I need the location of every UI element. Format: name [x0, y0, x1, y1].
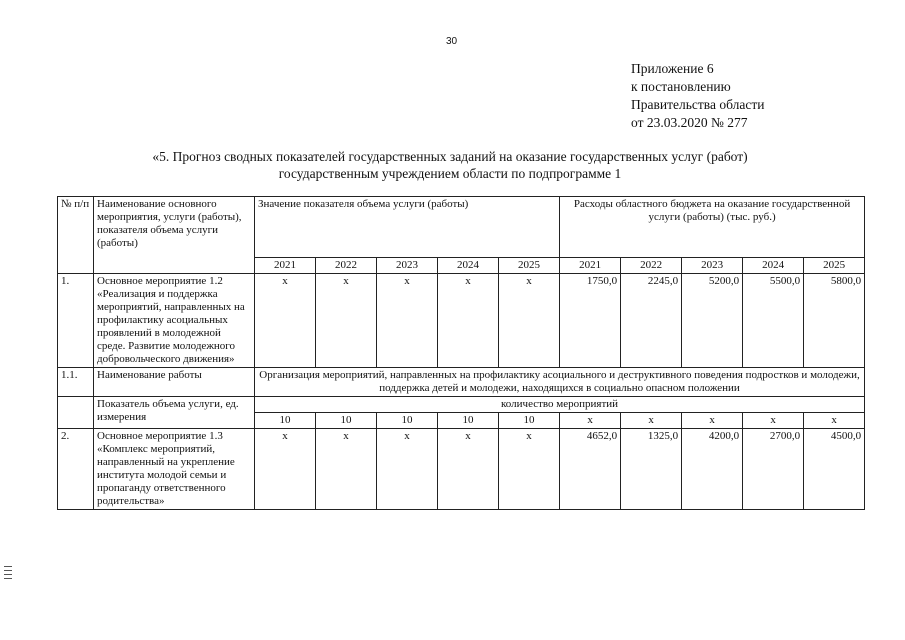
- row-value: х: [743, 413, 804, 429]
- appendix-line: от 23.03.2020 № 277: [631, 115, 748, 130]
- row-value: х: [377, 274, 438, 368]
- row-value: х: [621, 413, 682, 429]
- year-cell: 2022: [316, 258, 377, 274]
- appendix-line: Правительства области: [631, 97, 765, 112]
- appendix-line: Приложение 6: [631, 61, 714, 76]
- table-row: [58, 274, 865, 368]
- row-value: 4652,0: [560, 429, 621, 510]
- heading-line: государственным учреждением области по подпрограмме 1: [278, 166, 622, 181]
- row-value: 5800,0: [804, 274, 865, 368]
- row-value: 1750,0: [560, 274, 621, 368]
- appendix-line: к постановлению: [631, 79, 731, 94]
- row-name: Наименование работы: [94, 368, 255, 397]
- appendix-block: [631, 60, 764, 132]
- header-num: № п/п: [58, 197, 94, 274]
- row-num: [58, 397, 94, 429]
- row-value: х: [499, 274, 560, 368]
- row-value: х: [438, 429, 499, 510]
- header-row: [58, 197, 865, 258]
- row-name: Показатель объема услуги, ед. измерения: [94, 397, 255, 429]
- row-value: х: [560, 413, 621, 429]
- page-number: 30: [446, 36, 458, 47]
- row-value: х: [255, 429, 316, 510]
- row-value: 1325,0: [621, 429, 682, 510]
- document-heading: [60, 148, 840, 182]
- year-cell: 2021: [255, 258, 316, 274]
- row-value: 10: [255, 413, 316, 429]
- row-unit: количество мероприятий: [255, 397, 865, 413]
- table-row: [58, 397, 865, 413]
- scan-margin-mark: [4, 566, 12, 567]
- row-value: х: [316, 429, 377, 510]
- year-cell: 2023: [682, 258, 743, 274]
- heading-line: «5. Прогноз сводных показателей государственных заданий на оказание государственных услуг (работ): [152, 149, 748, 164]
- year-cell: 2025: [499, 258, 560, 274]
- table-row: [58, 429, 865, 510]
- scan-margin-mark: [4, 570, 12, 571]
- row-value: 4500,0: [804, 429, 865, 510]
- year-cell: 2024: [743, 258, 804, 274]
- header-volume: Значение показателя объема услуги (работы): [255, 197, 560, 258]
- row-value: х: [682, 413, 743, 429]
- row-value: 2700,0: [743, 429, 804, 510]
- row-value: х: [804, 413, 865, 429]
- header-name: Наименование основного мероприятия, услуги (работы), показателя объема услуги (работы): [94, 197, 255, 274]
- year-cell: 2024: [438, 258, 499, 274]
- row-num: 1.: [58, 274, 94, 368]
- scan-margin-mark: [4, 578, 12, 579]
- table-row: [58, 368, 865, 397]
- header-expenses: Расходы областного бюджета на оказание государственной услуги (работы) (тыс. руб.): [560, 197, 865, 258]
- year-cell: 2023: [377, 258, 438, 274]
- row-value: х: [255, 274, 316, 368]
- row-name: Основное мероприятие 1.3 «Комплекс мероприятий, направленный на укрепление института молодой семьи и пропаганду ответственного родительства»: [94, 429, 255, 510]
- row-value: х: [377, 429, 438, 510]
- row-value: 5500,0: [743, 274, 804, 368]
- row-num: 2.: [58, 429, 94, 510]
- row-value: х: [438, 274, 499, 368]
- row-value: 10: [377, 413, 438, 429]
- row-value: 10: [316, 413, 377, 429]
- forecast-table: [57, 196, 865, 510]
- row-value: 5200,0: [682, 274, 743, 368]
- row-merged-text: Организация мероприятий, направленных на профилактику асоциального и деструктивного поведения подростков и молодежи, поддержка детей и молодежи, находящихся в социально опасном положении: [255, 368, 865, 397]
- row-value: 10: [438, 413, 499, 429]
- row-value: 10: [499, 413, 560, 429]
- year-cell: 2021: [560, 258, 621, 274]
- year-cell: 2022: [621, 258, 682, 274]
- row-value: х: [316, 274, 377, 368]
- row-value: х: [499, 429, 560, 510]
- row-name: Основное мероприятие 1.2 «Реализация и поддержка мероприятий, направленных на профилактику асоциальных проявлений в молодежной среде. Развитие молодежного добровольческого движения»: [94, 274, 255, 368]
- year-cell: 2025: [804, 258, 865, 274]
- row-value: 4200,0: [682, 429, 743, 510]
- row-num: 1.1.: [58, 368, 94, 397]
- scan-margin-mark: [4, 574, 12, 575]
- row-value: 2245,0: [621, 274, 682, 368]
